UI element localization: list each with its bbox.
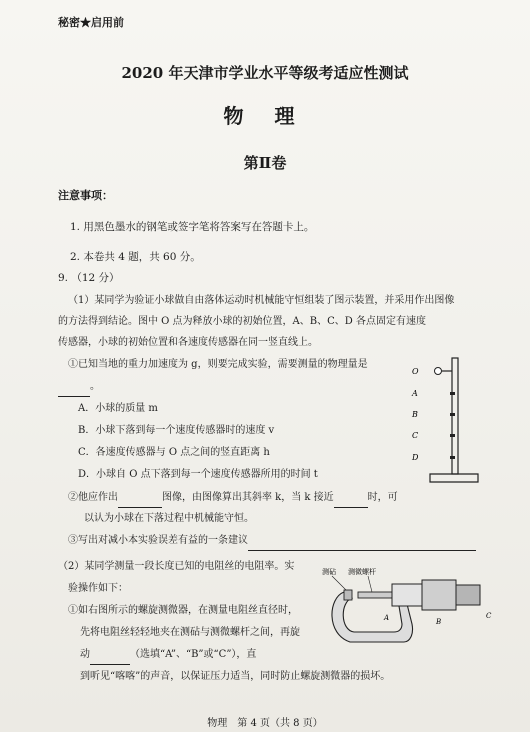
answer-blank[interactable] (58, 385, 90, 397)
step1-line: 动 （选填“A”、“B”或“C”），直 (80, 644, 256, 665)
label-c: C (486, 612, 492, 620)
step1-line: 到听见“喀喀”的声音，以保证压力适当，同时防止螺旋测微器的损坏。 (80, 671, 391, 682)
q1-text: ①已知当地的重力加速度为 g，则要完成实验，需要测量的物理量是 (68, 359, 368, 370)
part1-line: （1）某同学为验证小球做自由落体运动时机械能守恒组装了图示装置，并采用作出图像 (68, 295, 455, 306)
part1-line: 的方法得到结论。图中 O 点为释放小球的初始位置，A、B、C、D 各点固定有速度 (58, 316, 426, 327)
leader-line (332, 576, 346, 590)
label-anvil: 测砧 (322, 568, 336, 576)
label-o: O (412, 367, 419, 376)
option-b: B．小球下落到每一个速度传感器时的速度 v (78, 425, 275, 436)
q3-text: ③写出对减小本实验误差有益的一条建议 (68, 530, 476, 551)
confidential-mark: 秘密★启用前 (58, 16, 124, 29)
label-b: B (412, 410, 418, 419)
notes-heading: 注意事项： (58, 189, 113, 202)
note-item: 2. 本卷共 4 题，共 60 分。 (70, 251, 201, 263)
q2-text-cont: 以认为小球在下落过程中机械能守恒。 (84, 513, 254, 524)
sensor-d (450, 456, 455, 459)
sensor-c (450, 434, 455, 437)
ratchet (456, 585, 480, 605)
label-c: C (412, 431, 419, 440)
leader-line (368, 576, 372, 592)
stand-base (430, 474, 478, 482)
subject-title: 物 理 (223, 104, 307, 128)
label-a: A (412, 389, 418, 398)
sleeve (392, 584, 422, 606)
part2-line: （2）某同学测量一段长度已知的电阻丝的电阻率。实 (58, 561, 295, 572)
sensor-a (450, 392, 455, 395)
micrometer-figure (318, 562, 514, 652)
answer-blank[interactable] (118, 496, 162, 508)
label-a: A (384, 614, 390, 622)
sensor-b (450, 413, 455, 416)
option-a: A．小球的质量 m (78, 403, 158, 414)
thimble (422, 580, 456, 610)
exam-title: 2020 年天津市学业水平等级考适应性测试 (121, 64, 409, 82)
answer-blank[interactable] (248, 539, 476, 551)
label-d: D (412, 453, 419, 462)
page-footer: 物理 第 4 页（共 8 页） (207, 718, 323, 729)
step1-line: ①如右图所示的螺旋测微器，在测量电阻丝直径时， (68, 605, 298, 616)
answer-blank[interactable] (90, 653, 130, 665)
note-item: 1. 用黑色墨水的钢笔或签字笔将答案写在答题卡上。 (70, 221, 315, 233)
sensor-stand-figure (400, 352, 480, 492)
step1-line: 先将电阻丝轻轻地夹在测砧与测微螺杆之间，再旋 (80, 627, 300, 638)
answer-blank[interactable] (334, 496, 368, 508)
label-b: B (436, 618, 442, 626)
anvil (344, 590, 352, 600)
spindle (358, 592, 392, 598)
option-c: C．各速度传感器与 O 点之间的竖直距离 h (78, 447, 270, 458)
question-9-label: 9. （12 分） (58, 272, 120, 284)
ball (435, 368, 442, 375)
part2-line: 验操作如下： (68, 583, 128, 594)
q1-answer-line: 。 (58, 376, 100, 397)
option-d: D．小球自 O 点下落到每一个速度传感器所用的时间 t (78, 469, 318, 480)
part1-line: 传感器，小球的初始位置和各速度传感器在同一竖直线上。 (58, 337, 318, 348)
volume-title: 第Ⅱ卷 (243, 154, 287, 172)
q2-text: ②他应作出 图像，由图像算出其斜率 k，当 k 接近 时，可 (68, 487, 398, 508)
label-spindle: 测微螺杆 (348, 568, 376, 576)
